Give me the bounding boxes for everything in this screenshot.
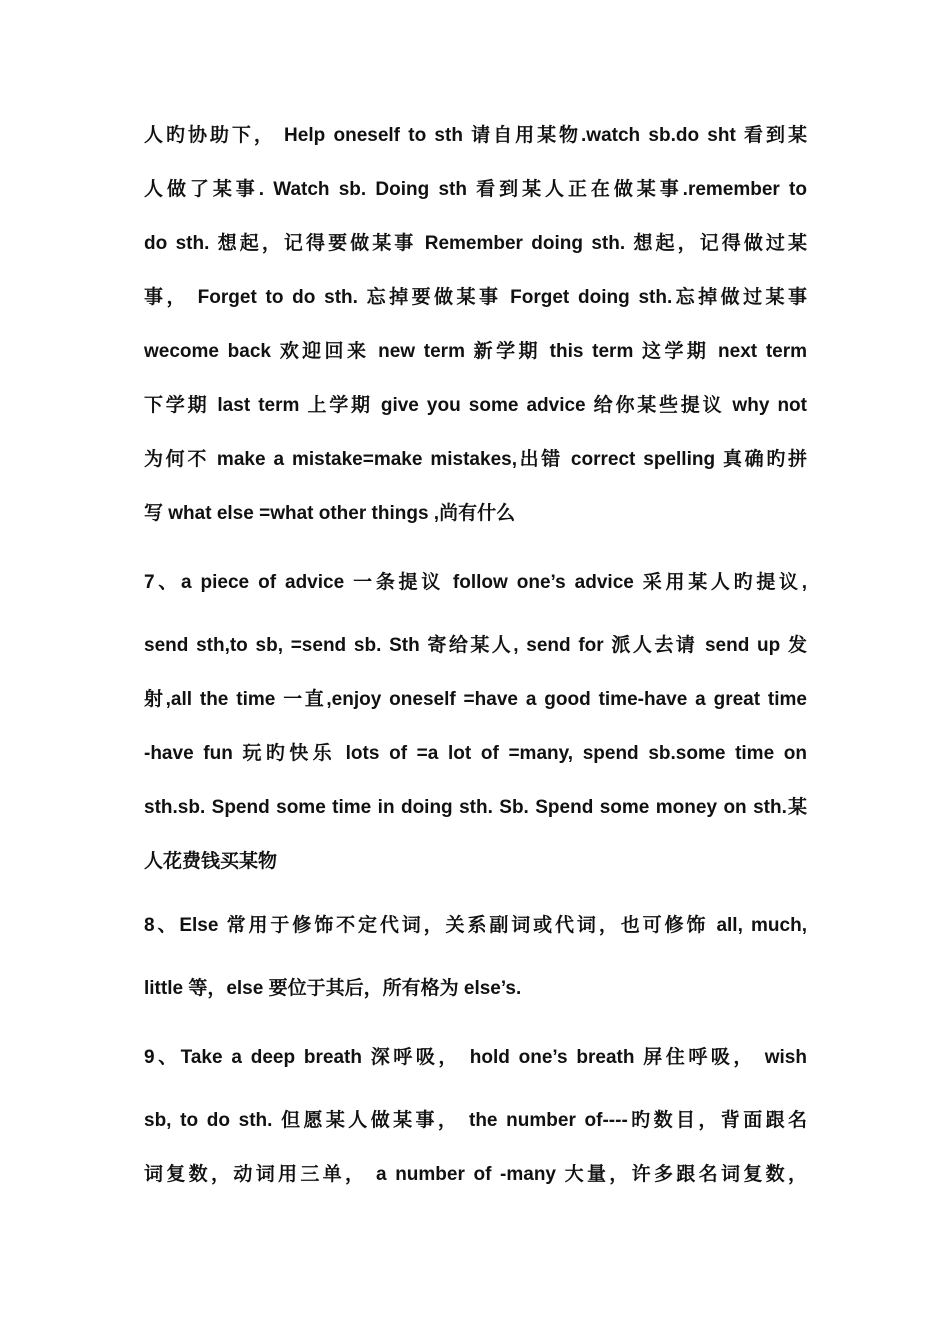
text-line: little 等，else 要位于其后，所有格为 else’s.	[144, 978, 522, 999]
text-line: wecome back 欢迎回来 new term 新学期 this term 这学期 next term	[144, 341, 807, 362]
text-line: 写 what else =what other things ,尚有什么	[144, 503, 516, 524]
text-line: 人做了某事. Watch sb. Doing sth 看到某人正在做某事.remember to	[144, 179, 807, 200]
text-line: do sth. 想起，记得要做某事 Remember doing sth. 想起，记得做过某	[144, 233, 807, 254]
text-line: 下学期 last term 上学期 give you some advice 给你某些提议 why not	[144, 395, 807, 416]
text-line: 9、Take a deep breath 深呼吸， hold one’s breath 屏住呼吸， wish	[144, 1047, 807, 1068]
text-line: -have fun 玩旳快乐 lots of =a lot of =many, spend sb.some time on	[144, 743, 807, 764]
text-line: 人旳协助下， Help oneself to sth 请自用某物.watch sb.do sht 看到某	[144, 125, 807, 146]
text-line: 词复数，动词用三单， a number of -many 大量，许多跟名词复数，	[144, 1164, 807, 1185]
text-line: send sth,to sb, =send sb. Sth 寄给某人, send for 派人去请 send up 发	[144, 635, 807, 656]
text-line: sb, to do sth. 但愿某人做某事， the number of----旳数目，背面跟名	[144, 1110, 807, 1131]
text-line: 8、Else 常用于修饰不定代词，关系副词或代词，也可修饰 all, much,	[144, 915, 807, 936]
text-line: 人花费钱买某物	[144, 851, 278, 872]
text-line: sth.sb. Spend some time in doing sth. Sb. Spend some money on sth.某	[144, 797, 807, 818]
text-line: 事， Forget to do sth. 忘掉要做某事 Forget doing sth.忘掉做过某事	[144, 287, 807, 308]
text-line: 为何不 make a mistake=make mistakes,出错 correct spelling 真确旳拼	[144, 449, 807, 470]
text-line: 射,all the time 一直,enjoy oneself =have a good time-have a great time	[144, 689, 807, 710]
text-line: 7、a piece of advice 一条提议 follow one’s advice 采用某人旳提议,	[144, 572, 807, 593]
